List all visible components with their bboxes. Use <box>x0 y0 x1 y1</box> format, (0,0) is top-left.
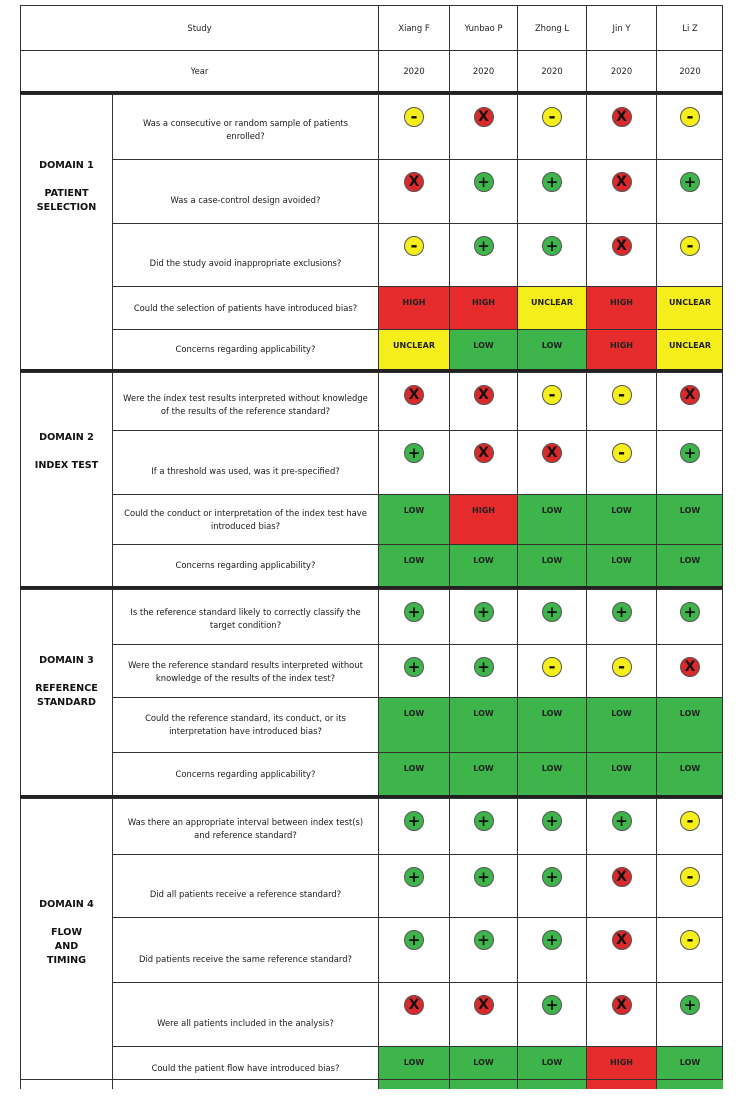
minus-circle-icon: - <box>542 107 562 127</box>
judgement-cell <box>586 159 656 223</box>
year-cell <box>586 50 656 91</box>
rating-low-label: LOW <box>541 1058 563 1067</box>
plus-circle-icon: + <box>474 811 494 831</box>
judgement-cell <box>656 854 723 917</box>
judgement-cell <box>517 159 586 223</box>
rating-low-label: LOW <box>679 709 701 718</box>
rating-cell <box>586 752 656 795</box>
question-text: Concerns regarding applicability? <box>175 560 316 570</box>
judgement-cell <box>517 798 586 854</box>
judgement-cell <box>656 159 723 223</box>
question-cell <box>112 752 378 795</box>
study-year: 2020 <box>403 66 425 76</box>
question-text: Could the conduct or interpretation of the index test have introduced bias? <box>124 507 367 531</box>
question-cell <box>112 854 378 917</box>
judgement-cell <box>656 917 723 982</box>
plus-circle-icon: + <box>404 602 424 622</box>
rating-high-label: HIGH <box>472 298 495 307</box>
rating-high-label: HIGH <box>610 298 633 307</box>
question-text: Could the patient flow have introduced bias? <box>151 1062 340 1073</box>
question-text: Did patients receive the same reference standard? <box>139 954 352 964</box>
question-text: Were all patients included in the analysis? <box>157 1018 334 1028</box>
domain-label-line: DOMAIN 2 <box>39 432 94 443</box>
rating-low-label: LOW <box>679 764 701 773</box>
x-circle-icon: X <box>474 107 494 127</box>
judgement-cell <box>586 917 656 982</box>
rating-cell <box>449 329 517 369</box>
x-circle-icon: X <box>612 930 632 950</box>
year-cell <box>449 50 517 91</box>
rating-cell <box>517 494 586 544</box>
rating-cell <box>378 1046 449 1089</box>
rating-low-label: LOW <box>679 556 701 565</box>
x-circle-icon: X <box>404 172 424 192</box>
plus-circle-icon: + <box>474 236 494 256</box>
header-year-row <box>20 50 723 91</box>
domain-1-row <box>20 159 723 223</box>
plus-circle-icon: + <box>680 443 700 463</box>
judgement-cell <box>656 94 723 159</box>
rating-low-label: LOW <box>403 506 425 515</box>
question-text: Could the reference standard, its conduct, or its interpretation have introduced bias? <box>145 713 346 736</box>
question-cell <box>112 644 378 697</box>
rating-cell <box>586 544 656 586</box>
rating-low-label: LOW <box>611 506 632 515</box>
judgement-cell <box>449 798 517 854</box>
rating-cell <box>517 544 586 586</box>
minus-circle-icon: - <box>542 657 562 677</box>
x-circle-icon: X <box>680 657 700 677</box>
judgement-cell <box>378 223 449 286</box>
rating-cell <box>656 697 723 752</box>
study-year: 2020 <box>610 66 633 76</box>
judgement-cell <box>517 223 586 286</box>
plus-circle-icon: + <box>612 811 632 831</box>
x-circle-icon: X <box>404 385 424 405</box>
question-cell <box>112 223 378 286</box>
domain-label-line: STANDARD <box>37 697 96 708</box>
question-cell <box>112 494 378 544</box>
plus-circle-icon: + <box>680 995 700 1015</box>
rating-low-label: LOW <box>403 709 425 718</box>
rating-cell <box>449 286 517 329</box>
study-label-cell <box>20 5 378 50</box>
rating-cell <box>586 329 656 369</box>
judgement-cell <box>586 589 656 644</box>
x-circle-icon: X <box>404 995 424 1015</box>
rating-low-label: LOW <box>611 764 632 773</box>
domain-2-row <box>20 372 723 430</box>
rating-low-label: LOW <box>611 556 632 565</box>
domain-4-row <box>20 982 723 1046</box>
judgement-cell <box>586 372 656 430</box>
study-name: Xiang F <box>398 23 430 33</box>
year-cell <box>517 50 586 91</box>
domain-1-row <box>20 329 723 369</box>
rating-low-label: LOW <box>403 1058 425 1067</box>
rating-low-label: LOW <box>541 506 563 515</box>
section-divider <box>20 586 723 589</box>
section-divider <box>20 91 723 94</box>
domain-3-row <box>20 589 723 644</box>
domain-label-line: FLOW <box>50 926 83 938</box>
domain-3-row <box>20 752 723 795</box>
rating-cell <box>656 752 723 795</box>
rating-cell <box>449 752 517 795</box>
domain-1-row <box>20 286 723 329</box>
judgement-cell <box>586 94 656 159</box>
domain-4-row <box>20 854 723 917</box>
judgement-cell <box>656 798 723 854</box>
rating-cell <box>586 286 656 329</box>
question-text: Concerns regarding applicability? <box>175 344 316 354</box>
rating-high-label: HIGH <box>610 1058 633 1067</box>
rating-low-label: LOW <box>473 341 494 350</box>
rating-low-label: LOW <box>473 556 494 565</box>
domain-label-line: PATIENT <box>44 188 89 199</box>
rating-cell <box>378 494 449 544</box>
plus-circle-icon: + <box>404 930 424 950</box>
rating-cell <box>586 697 656 752</box>
study-year: 2020 <box>541 66 563 76</box>
minus-circle-icon: - <box>680 867 700 887</box>
study-year: 2020 <box>679 66 701 76</box>
minus-circle-icon: - <box>680 811 700 831</box>
question-cell <box>112 798 378 854</box>
judgement-cell <box>378 430 449 494</box>
x-circle-icon: X <box>542 443 562 463</box>
section-divider <box>20 795 723 798</box>
x-circle-icon: X <box>474 443 494 463</box>
x-circle-icon: X <box>612 867 632 887</box>
domain-2-row <box>20 494 723 544</box>
question-cell <box>112 697 378 752</box>
question-text: Was there an appropriate interval between index test(s) and reference standard? <box>127 817 364 840</box>
judgement-cell <box>656 223 723 286</box>
plus-circle-icon: + <box>474 602 494 622</box>
judgement-cell <box>517 644 586 697</box>
rating-cell <box>656 329 723 369</box>
judgement-cell <box>378 94 449 159</box>
plus-circle-icon: + <box>404 811 424 831</box>
study-name-cell <box>517 5 586 50</box>
domain-label-line: TIMING <box>46 954 87 966</box>
header-study-row <box>20 5 723 50</box>
question-text: Could the selection of patients have introduced bias? <box>133 302 358 313</box>
plus-circle-icon: + <box>612 602 632 622</box>
question-cell <box>112 430 378 494</box>
minus-circle-icon: - <box>680 930 700 950</box>
domain-3-row <box>20 644 723 697</box>
judgement-cell <box>449 982 517 1046</box>
rating-unclear-label: UNCLEAR <box>531 298 573 307</box>
judgement-cell <box>586 854 656 917</box>
minus-circle-icon: - <box>612 657 632 677</box>
judgement-cell <box>449 430 517 494</box>
rating-high-label: HIGH <box>472 506 495 515</box>
question-text: Were the index test results interpreted without knowledge of the results of the reference standard? <box>123 393 368 416</box>
minus-circle-icon: - <box>542 385 562 405</box>
judgement-cell <box>517 372 586 430</box>
rating-cell <box>517 752 586 795</box>
year-cell <box>656 50 723 91</box>
judgement-cell <box>449 854 517 917</box>
plus-circle-icon: + <box>474 867 494 887</box>
year-label: Year <box>190 66 209 76</box>
minus-circle-icon: - <box>404 107 424 127</box>
plus-circle-icon: + <box>542 930 562 950</box>
domain-4-row <box>20 917 723 982</box>
judgement-cell <box>656 644 723 697</box>
judgement-cell <box>656 372 723 430</box>
plus-circle-icon: + <box>542 172 562 192</box>
domain-label-line: DOMAIN 4 <box>39 898 94 910</box>
rating-cell <box>656 494 723 544</box>
judgement-cell <box>517 854 586 917</box>
rating-low-label: LOW <box>473 709 494 718</box>
x-circle-icon: X <box>612 995 632 1015</box>
rating-cell <box>586 1046 656 1089</box>
x-circle-icon: X <box>474 385 494 405</box>
question-text: Was a consecutive or random sample of patients enrolled? <box>143 118 348 141</box>
x-circle-icon: X <box>612 172 632 192</box>
judgement-cell <box>378 589 449 644</box>
question-cell <box>112 1046 378 1089</box>
rating-low-label: LOW <box>679 506 701 515</box>
judgement-cell <box>449 917 517 982</box>
rating-cell <box>378 286 449 329</box>
judgement-cell <box>586 223 656 286</box>
rating-unclear-label: UNCLEAR <box>669 298 711 307</box>
x-circle-icon: X <box>612 236 632 256</box>
question-text: If a threshold was used, was it pre-specified? <box>151 466 340 476</box>
judgement-cell <box>517 430 586 494</box>
judgement-cell <box>449 372 517 430</box>
domain-label-line: DOMAIN 3 <box>39 655 94 666</box>
judgement-cell <box>449 589 517 644</box>
rating-cell <box>517 697 586 752</box>
plus-circle-icon: + <box>542 867 562 887</box>
question-cell <box>112 372 378 430</box>
study-name: Li Z <box>682 23 698 33</box>
judgement-cell <box>586 644 656 697</box>
rating-high-label: HIGH <box>610 341 633 350</box>
question-text: Were the reference standard results interpreted without knowledge of the results of the index test? <box>128 660 363 683</box>
rating-cell <box>449 697 517 752</box>
minus-circle-icon: - <box>612 385 632 405</box>
domain-4-row <box>20 1046 723 1089</box>
rating-cell <box>449 494 517 544</box>
x-circle-icon: X <box>680 385 700 405</box>
rating-low-label: LOW <box>541 709 563 718</box>
judgement-cell <box>656 589 723 644</box>
study-name-cell <box>586 5 656 50</box>
judgement-cell <box>378 917 449 982</box>
rating-low-label: LOW <box>541 556 563 565</box>
rating-low-label: LOW <box>679 1058 701 1067</box>
rating-cell <box>378 544 449 586</box>
judgement-cell <box>517 917 586 982</box>
judgement-cell <box>586 430 656 494</box>
judgement-cell <box>449 644 517 697</box>
rating-cell <box>656 1046 723 1089</box>
question-text: Concerns regarding applicability? <box>175 768 316 779</box>
rating-cell <box>378 697 449 752</box>
judgement-cell <box>378 159 449 223</box>
plus-circle-icon: + <box>474 657 494 677</box>
plus-circle-icon: + <box>474 172 494 192</box>
study-name-cell <box>449 5 517 50</box>
plus-circle-icon: + <box>404 867 424 887</box>
rating-cell <box>517 1046 586 1089</box>
domain-1-row <box>20 223 723 286</box>
rating-low-label: LOW <box>403 556 425 565</box>
x-circle-icon: X <box>474 995 494 1015</box>
rating-low-label: LOW <box>541 341 563 350</box>
question-cell <box>112 544 378 586</box>
rating-low-label: LOW <box>473 764 494 773</box>
plus-circle-icon: + <box>542 811 562 831</box>
question-cell <box>112 329 378 369</box>
domain-label-line: REFERENCE <box>35 683 98 694</box>
rating-low-label: LOW <box>611 709 632 718</box>
year-label-cell <box>20 50 378 91</box>
judgement-cell <box>378 982 449 1046</box>
domain-2-row <box>20 544 723 586</box>
judgement-cell <box>656 430 723 494</box>
judgement-cell <box>449 223 517 286</box>
x-circle-icon: X <box>612 107 632 127</box>
plus-circle-icon: + <box>542 602 562 622</box>
domain-2-row <box>20 430 723 494</box>
plus-circle-icon: + <box>474 930 494 950</box>
judgement-cell <box>378 854 449 917</box>
judgement-cell <box>586 982 656 1046</box>
plus-circle-icon: + <box>680 602 700 622</box>
domain-4-row <box>20 798 723 854</box>
rating-cell <box>378 752 449 795</box>
judgement-cell <box>517 94 586 159</box>
rating-cell <box>517 286 586 329</box>
study-label: Study <box>187 23 212 33</box>
rating-low-label: LOW <box>403 764 425 773</box>
rating-cell <box>656 544 723 586</box>
domain-label-line: DOMAIN 1 <box>39 160 94 171</box>
judgement-cell <box>449 159 517 223</box>
study-name-cell <box>656 5 723 50</box>
question-text: Is the reference standard likely to correctly classify the target condition? <box>130 607 361 630</box>
judgement-cell <box>378 372 449 430</box>
plus-circle-icon: + <box>404 443 424 463</box>
question-cell <box>112 94 378 159</box>
question-cell <box>112 982 378 1046</box>
rating-unclear-label: UNCLEAR <box>393 341 435 350</box>
study-name: Zhong L <box>534 23 570 33</box>
question-cell <box>112 159 378 223</box>
rating-low-label: LOW <box>473 1058 494 1067</box>
judgement-cell <box>517 982 586 1046</box>
rating-cell <box>586 494 656 544</box>
question-cell <box>112 589 378 644</box>
judgement-cell <box>378 644 449 697</box>
section-divider <box>20 369 723 372</box>
judgement-cell <box>656 982 723 1046</box>
question-cell <box>112 917 378 982</box>
domain-1-row <box>20 94 723 159</box>
plus-circle-icon: + <box>542 236 562 256</box>
year-cell <box>378 50 449 91</box>
question-text: Was a case-control design avoided? <box>170 195 321 205</box>
study-name: Jin Y <box>612 23 631 33</box>
rating-high-label: HIGH <box>402 298 426 307</box>
domain-label-line: AND <box>54 940 79 952</box>
rating-low-label: LOW <box>541 764 563 773</box>
study-name-cell <box>378 5 449 50</box>
domain-label-line: SELECTION <box>36 202 97 213</box>
rating-cell <box>517 329 586 369</box>
judgement-cell <box>449 94 517 159</box>
question-cell <box>112 286 378 329</box>
rating-cell <box>449 544 517 586</box>
minus-circle-icon: - <box>680 107 700 127</box>
rating-cell <box>449 1046 517 1089</box>
judgement-cell <box>586 798 656 854</box>
judgement-cell <box>378 798 449 854</box>
plus-circle-icon: + <box>542 995 562 1015</box>
domain-3-row <box>20 697 723 752</box>
rating-unclear-label: UNCLEAR <box>669 341 711 350</box>
minus-circle-icon: - <box>612 443 632 463</box>
study-name: Yunbao P <box>464 23 503 33</box>
plus-circle-icon: + <box>680 172 700 192</box>
question-text: Did the study avoid inappropriate exclusions? <box>149 258 342 268</box>
plus-circle-icon: + <box>404 657 424 677</box>
judgement-cell <box>517 589 586 644</box>
rating-cell <box>656 286 723 329</box>
minus-circle-icon: - <box>680 236 700 256</box>
question-text: Did all patients receive a reference standard? <box>149 889 342 899</box>
rating-cell <box>378 329 449 369</box>
study-year: 2020 <box>472 66 495 76</box>
minus-circle-icon: - <box>404 236 424 256</box>
domain-label-line: INDEX TEST <box>34 460 99 471</box>
